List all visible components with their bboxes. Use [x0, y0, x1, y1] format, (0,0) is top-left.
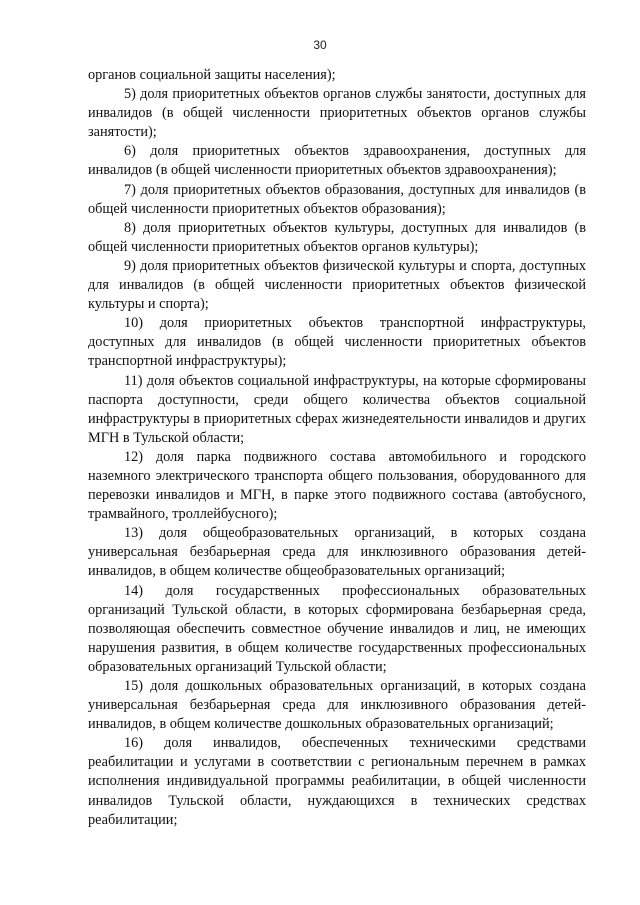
paragraph-item-7: 7) доля приоритетных объектов образования, доступных для инвалидов (в общей численности приоритетных объектов образования);	[88, 181, 586, 217]
document-body	[88, 66, 586, 830]
paragraph-item-15: 15) доля дошкольных образовательных организаций, в которых создана универсальная безбарьерная среда для инклюзивного образования детей-инвалидов, в общем количестве дошкольных образовательных организаций;	[88, 678, 586, 733]
paragraph-item-5: 5) доля приоритетных объектов органов службы занятости, доступных для инвалидов (в общей численности приоритетных объектов органов службы занятости);	[88, 86, 586, 141]
paragraph-item-14: 14) доля государственных профессиональных образовательных организаций Тульской области, в которых сформирована безбарьерная среда, позволяющая обеспечить совместное обучение инвалидов и лиц, не имеющих нарушения развития, в общем количестве государственных профессиональных образовательных организаций Тульской области;	[88, 582, 586, 675]
paragraph-item-9: 9) доля приоритетных объектов физической культуры и спорта, доступных для инвалидов (в общей численности приоритетных объектов физической культуры и спорта);	[88, 257, 586, 313]
paragraph-item-16: 16) доля инвалидов, обеспеченных техническими средствами реабилитации и услугами в соответствии с региональным перечнем в рамках исполнения индивидуальной программы реабилитации, в общей численности инвалидов Тульской области, нуждающихся в технических средствах реабилитации;	[88, 735, 586, 828]
paragraph-item-12: 12) доля парка подвижного состава автомобильного и городского наземного электрического транспорта общего пользования, оборудованного для перевозки инвалидов и МГН, в парке этого подвижного состава (автобусного, трамвайного, троллейбусного);	[88, 448, 586, 523]
paragraph-item-11: 11) доля объектов социальной инфраструктуры, на которые сформированы паспорта доступности, среди общего количества объектов социальной инфраструктуры в приоритетных сферах жизнедеятельности инвалидов и других МГН в Тульской области;	[88, 372, 586, 446]
paragraph-item-8: 8) доля приоритетных объектов культуры, доступных для инвалидов (в общей численности приоритетных объектов органов культуры);	[88, 219, 586, 255]
paragraph-continuation: органов социальной защиты населения);	[88, 67, 336, 83]
paragraph-item-10: 10) доля приоритетных объектов транспортной инфраструктуры, доступных для инвалидов (в общей численности приоритетных объектов транспортной инфраструктуры);	[88, 315, 586, 370]
paragraph-item-13: 13) доля общеобразовательных организаций, в которых создана универсальная безбарьерная среда для инклюзивного образования детей-инвалидов, в общем количестве общеобразовательных организаций;	[88, 525, 586, 580]
paragraph-item-6: 6) доля приоритетных объектов здравоохранения, доступных для инвалидов (в общей численности приоритетных объектов здравоохранения);	[88, 143, 586, 179]
page-number: 30	[313, 38, 327, 52]
